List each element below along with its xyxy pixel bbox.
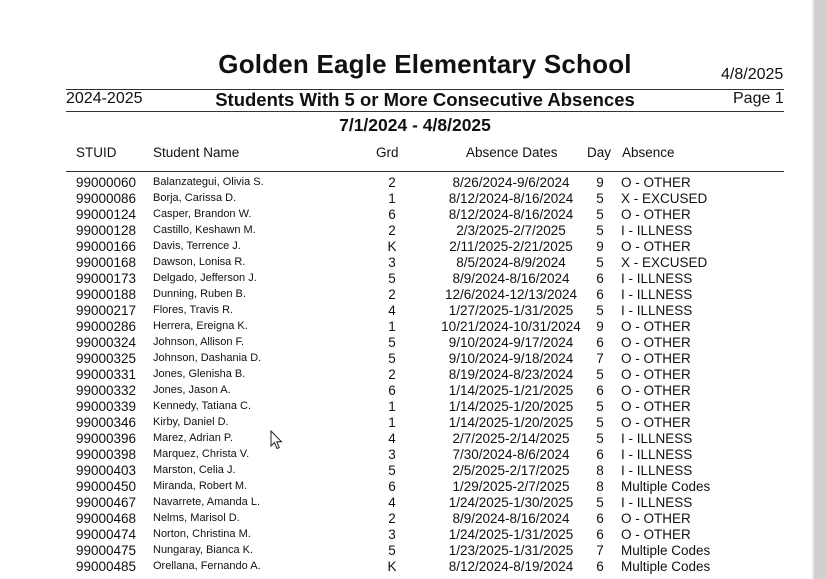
absence-dates-cell: 1/29/2025-2/7/2025 (452, 479, 570, 494)
table-row (0, 447, 812, 463)
absence-dates-cell: 9/10/2024-9/17/2024 (448, 335, 574, 350)
student-name-cell: Johnson, Dashania D. (153, 352, 262, 364)
grade-cell: 5 (388, 543, 396, 558)
col-header-student-name: Student Name (153, 145, 240, 160)
stuid-cell: 99000468 (76, 511, 137, 526)
stuid-cell: 99000396 (76, 431, 137, 446)
absence-cell: I - ILLNESS (621, 463, 693, 478)
grade-cell: 1 (388, 191, 396, 206)
absence-cell: X - EXCUSED (621, 255, 708, 270)
col-header-absence: Absence (622, 145, 675, 160)
school-name: Golden Eagle Elementary School (218, 49, 632, 79)
mouse-cursor-icon (270, 430, 284, 450)
table-row (0, 287, 812, 303)
stuid-cell: 99000086 (76, 191, 137, 206)
grade-cell: 1 (388, 319, 396, 334)
grade-cell: 5 (388, 463, 396, 478)
absence-cell: O - OTHER (621, 415, 691, 430)
student-name-cell: Dunning, Ruben B. (153, 288, 246, 300)
absence-cell: I - ILLNESS (621, 447, 693, 462)
table-row (0, 415, 812, 431)
absence-cell: O - OTHER (621, 207, 691, 222)
table-row (0, 399, 812, 415)
stuid-cell: 99000398 (76, 447, 137, 462)
day-cell: 5 (596, 399, 604, 414)
absence-cell: I - ILLNESS (621, 271, 693, 286)
absence-dates-cell: 10/21/2024-10/31/2024 (441, 319, 581, 334)
grade-cell: 2 (388, 223, 396, 238)
absence-cell: O - OTHER (621, 175, 691, 190)
stuid-cell: 99000331 (76, 367, 137, 382)
stuid-cell: 99000128 (76, 223, 137, 238)
absence-cell: O - OTHER (621, 367, 691, 382)
student-name-cell: Jones, Jason A. (153, 384, 231, 396)
table-row (0, 383, 812, 399)
stuid-cell: 99000124 (76, 207, 137, 222)
stuid-cell: 99000475 (76, 543, 137, 558)
absence-dates-cell: 1/24/2025-1/30/2025 (448, 495, 574, 510)
table-row (0, 367, 812, 383)
student-name-cell: Nelms, Marisol D. (153, 512, 240, 524)
grade-cell: 4 (388, 303, 396, 318)
table-row (0, 303, 812, 319)
stuid-cell: 99000286 (76, 319, 137, 334)
absence-cell: I - ILLNESS (621, 287, 693, 302)
absence-cell: I - ILLNESS (621, 223, 693, 238)
absence-cell: I - ILLNESS (621, 431, 693, 446)
stuid-cell: 99000450 (76, 479, 137, 494)
day-cell: 6 (596, 287, 604, 302)
day-cell: 5 (596, 367, 604, 382)
student-name-cell: Jones, Glenisha B. (153, 368, 246, 380)
absence-dates-cell: 1/23/2025-1/31/2025 (448, 543, 574, 558)
student-name-cell: Marston, Celia J. (153, 464, 236, 476)
absence-cell: O - OTHER (621, 335, 691, 350)
table-row (0, 207, 812, 223)
grade-cell: K (387, 559, 397, 574)
day-cell: 5 (596, 495, 604, 510)
absence-dates-cell: 9/10/2024-9/18/2024 (448, 351, 574, 366)
grade-cell: 5 (388, 335, 396, 350)
student-name-cell: Borja, Carissa D. (153, 192, 237, 204)
absence-dates-cell: 2/5/2025-2/17/2025 (452, 463, 570, 478)
stuid-cell: 99000332 (76, 383, 137, 398)
grade-cell: 4 (388, 495, 396, 510)
grade-cell: 6 (388, 383, 396, 398)
stuid-cell: 99000168 (76, 255, 137, 270)
day-cell: 5 (596, 207, 604, 222)
day-cell: 5 (596, 223, 604, 238)
day-cell: 6 (596, 559, 604, 574)
student-name-cell: Davis, Terrence J. (153, 240, 241, 252)
table-row (0, 479, 812, 495)
grade-cell: K (387, 239, 397, 254)
grade-cell: 1 (388, 399, 396, 414)
table-row (0, 271, 812, 287)
date-range: 7/1/2024 - 4/8/2025 (339, 115, 491, 135)
col-header-stuid: STUID (76, 145, 117, 160)
absence-cell: O - OTHER (621, 351, 691, 366)
grade-cell: 3 (388, 447, 396, 462)
absence-cell: Multiple Codes (621, 559, 711, 574)
table-row (0, 351, 812, 367)
grade-cell: 1 (388, 415, 396, 430)
absence-cell: X - EXCUSED (621, 191, 708, 206)
absence-dates-cell: 8/5/2024-8/9/2024 (456, 255, 566, 270)
absence-cell: I - ILLNESS (621, 495, 693, 510)
absence-dates-cell: 1/14/2025-1/20/2025 (448, 399, 574, 414)
report-title: Students With 5 or More Consecutive Absences (215, 89, 635, 110)
absence-dates-cell: 2/11/2025-2/21/2025 (449, 239, 573, 254)
table-row (0, 559, 812, 575)
student-name-cell: Navarrete, Amanda L. (153, 496, 261, 508)
grade-cell: 5 (388, 271, 396, 286)
day-cell: 6 (596, 447, 604, 462)
stuid-cell: 99000060 (76, 175, 137, 190)
stuid-cell: 99000346 (76, 415, 137, 430)
absence-dates-cell: 7/30/2024-8/6/2024 (452, 447, 570, 462)
day-cell: 5 (596, 431, 604, 446)
student-name-cell: Flores, Travis R. (153, 304, 234, 316)
grade-cell: 2 (388, 175, 396, 190)
absence-dates-cell: 8/26/2024-9/6/2024 (452, 175, 570, 190)
day-cell: 7 (596, 351, 604, 366)
day-cell: 6 (596, 335, 604, 350)
stuid-cell: 99000467 (76, 495, 137, 510)
day-cell: 6 (596, 271, 604, 286)
absence-cell: O - OTHER (621, 319, 691, 334)
table-row (0, 527, 812, 543)
student-name-cell: Miranda, Robert M. (153, 480, 248, 492)
student-name-cell: Johnson, Allison F. (153, 336, 245, 348)
grade-cell: 6 (388, 207, 396, 222)
stuid-cell: 99000403 (76, 463, 137, 478)
day-cell: 6 (596, 527, 604, 542)
day-cell: 5 (596, 255, 604, 270)
table-row (0, 431, 812, 447)
absence-dates-cell: 8/9/2024-8/16/2024 (452, 271, 570, 286)
student-name-cell: Delgado, Jefferson J. (153, 272, 257, 284)
absence-dates-cell: 2/3/2025-2/7/2025 (456, 223, 566, 238)
stuid-cell: 99000173 (76, 271, 137, 286)
stuid-cell: 99000339 (76, 399, 137, 414)
student-name-cell: Kennedy, Tatiana C. (153, 400, 252, 412)
absence-dates-cell: 1/24/2025-1/31/2025 (448, 527, 574, 542)
stuid-cell: 99000485 (76, 559, 137, 574)
stuid-cell: 99000166 (76, 239, 137, 254)
student-name-cell: Nungaray, Bianca K. (153, 544, 254, 556)
col-header-grade: Grd (376, 145, 399, 160)
table-row (0, 191, 812, 207)
student-name-cell: Herrera, Ereigna K. (153, 320, 248, 332)
col-header-absence-dates: Absence Dates (466, 145, 558, 160)
table-row (0, 239, 812, 255)
student-name-cell: Casper, Brandon W. (153, 208, 252, 220)
absence-dates-cell: 12/6/2024-12/13/2024 (444, 287, 578, 302)
stuid-cell: 99000474 (76, 527, 137, 542)
absence-cell: O - OTHER (621, 527, 691, 542)
student-name-cell: Balanzategui, Olivia S. (153, 176, 264, 188)
day-cell: 8 (596, 479, 604, 494)
grade-cell: 4 (388, 431, 396, 446)
stuid-cell: 99000324 (76, 335, 137, 350)
absence-dates-cell: 2/7/2025-2/14/2025 (452, 431, 570, 446)
absence-dates-cell: 8/9/2024-8/16/2024 (452, 511, 570, 526)
grade-cell: 2 (388, 287, 396, 302)
table-row (0, 335, 812, 351)
student-name-cell: Marquez, Christa V. (153, 448, 250, 460)
school-year: 2024-2025 (66, 90, 143, 107)
stuid-cell: 99000217 (76, 303, 137, 318)
absence-table (0, 175, 812, 575)
table-row (0, 511, 812, 527)
absence-cell: O - OTHER (621, 383, 691, 398)
table-row (0, 319, 812, 335)
day-cell: 8 (596, 463, 604, 478)
run-date: 4/8/2025 (721, 66, 784, 83)
table-row (0, 175, 812, 191)
grade-cell: 2 (388, 511, 396, 526)
student-name-cell: Castillo, Keshawn M. (153, 224, 256, 236)
absence-cell: O - OTHER (621, 399, 691, 414)
day-cell: 6 (596, 383, 604, 398)
column-header-rule (66, 171, 784, 172)
table-row (0, 495, 812, 511)
absence-cell: O - OTHER (621, 239, 691, 254)
day-cell: 5 (596, 191, 604, 206)
absence-dates-cell: 8/12/2024-8/16/2024 (448, 191, 574, 206)
table-row (0, 463, 812, 479)
student-name-cell: Dawson, Lonisa R. (153, 256, 246, 268)
absence-dates-cell: 8/12/2024-8/16/2024 (448, 207, 574, 222)
absence-dates-cell: 1/27/2025-1/31/2025 (448, 303, 574, 318)
absence-cell: O - OTHER (621, 511, 691, 526)
grade-cell: 2 (388, 367, 396, 382)
col-header-day: Day (587, 145, 612, 160)
absence-dates-cell: 8/19/2024-8/23/2024 (448, 367, 574, 382)
absence-dates-cell: 1/14/2025-1/20/2025 (448, 415, 574, 430)
student-name-cell: Norton, Christina M. (153, 528, 251, 540)
table-row (0, 223, 812, 239)
absence-cell: Multiple Codes (621, 479, 711, 494)
day-cell: 5 (596, 415, 604, 430)
absence-dates-cell: 1/14/2025-1/21/2025 (448, 383, 574, 398)
grade-cell: 5 (388, 351, 396, 366)
day-cell: 9 (596, 239, 604, 254)
day-cell: 7 (596, 543, 604, 558)
grade-cell: 3 (388, 255, 396, 270)
stuid-cell: 99000188 (76, 287, 137, 302)
header-rule-bottom (66, 111, 784, 112)
student-name-cell: Kirby, Daniel D. (153, 416, 229, 428)
absence-cell: Multiple Codes (621, 543, 711, 558)
day-cell: 9 (596, 319, 604, 334)
day-cell: 9 (596, 175, 604, 190)
student-name-cell: Orellana, Fernando A. (153, 560, 261, 572)
stuid-cell: 99000325 (76, 351, 137, 366)
table-row (0, 543, 812, 559)
grade-cell: 6 (388, 479, 396, 494)
day-cell: 5 (596, 303, 604, 318)
day-cell: 6 (596, 511, 604, 526)
grade-cell: 3 (388, 527, 396, 542)
page-number: Page 1 (733, 90, 784, 107)
absence-dates-cell: 8/12/2024-8/19/2024 (448, 559, 574, 574)
absence-cell: I - ILLNESS (621, 303, 693, 318)
table-row (0, 255, 812, 271)
student-name-cell: Marez, Adrian P. (153, 432, 233, 444)
viewer-scrollbar[interactable] (812, 0, 826, 579)
